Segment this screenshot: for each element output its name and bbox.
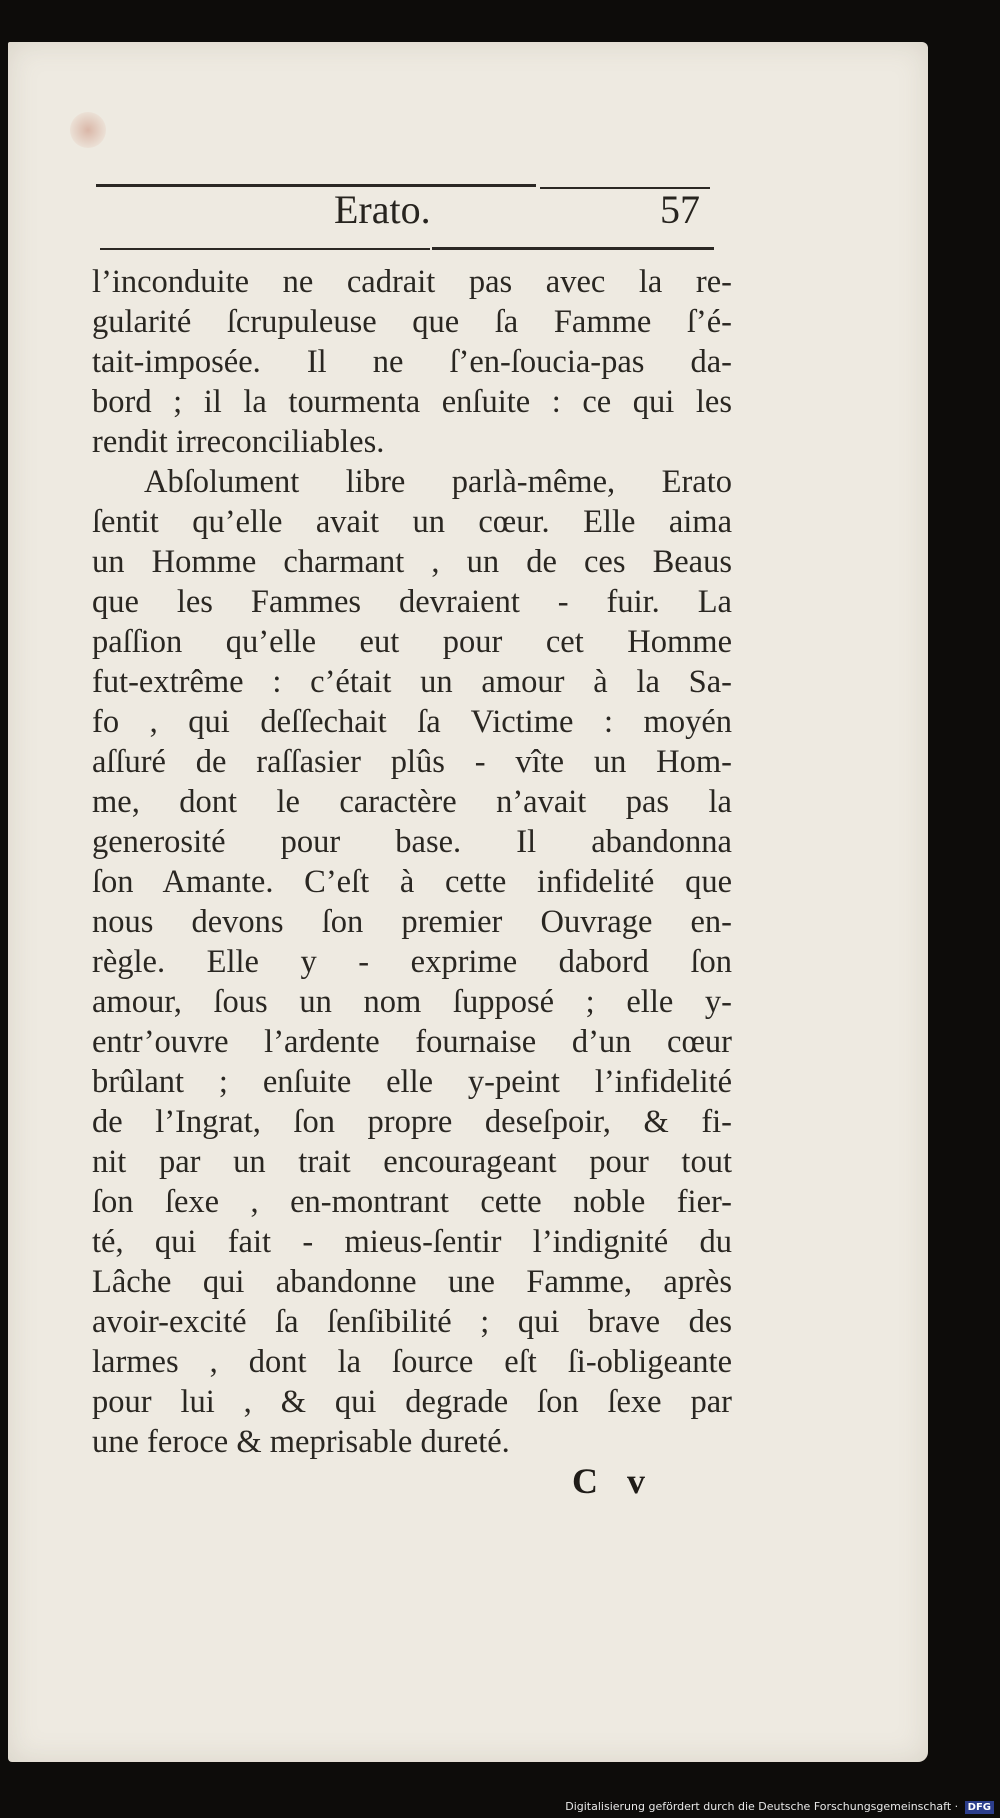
body-text [92, 262, 732, 1462]
text-line: gularité ſcrupuleuse que ſa Famme ſ’é- [92, 304, 732, 340]
page-title: Erato. [334, 187, 431, 232]
paragraph-1 [92, 262, 732, 462]
text-line: brûlant ; enſuite elle y-peint l’infidelité [92, 1064, 732, 1100]
digitization-credit [565, 1800, 994, 1814]
text-line: fut-extrême : c’était un amour à la Sa- [92, 664, 732, 700]
text-line: fo , qui deſſechait ſa Victime : moyén [92, 704, 732, 740]
page-number: 57 [660, 187, 700, 232]
text-line: tait-imposée. Il ne ſ’en-ſoucia-pas da- [92, 344, 732, 380]
text-line: une feroce & meprisable dureté. [92, 1424, 510, 1460]
header-rule-bottom-right [432, 247, 714, 250]
text-line: avoir-excité ſa ſenſibilité ; qui brave des [92, 1304, 732, 1340]
text-line: pour lui , & qui degrade ſon ſexe par [92, 1384, 732, 1420]
text-line: un Homme charmant , un de ces Beaus [92, 544, 732, 580]
text-line: aſſuré de raſſasier plûs - vîte un Hom- [92, 744, 732, 780]
text-line: larmes , dont la ſource eſt ſi-obligeante [92, 1344, 732, 1380]
text-line: ſon Amante. C’eſt à cette infidelité que [92, 864, 732, 900]
text-line: de l’Ingrat, ſon propre deseſpoir, & fi- [92, 1104, 732, 1140]
text-line: bord ; il la tourmenta enſuite : ce qui les [92, 384, 732, 420]
text-line: règle. Elle y - exprime dabord ſon [92, 944, 732, 980]
text-line: ſon ſexe , en-montrant cette noble fier- [92, 1184, 732, 1220]
paragraph-2 [92, 462, 732, 1462]
text-line: nit par un trait encourageant pour tout [92, 1144, 732, 1180]
signature-mark: C v [572, 1461, 655, 1501]
header-rule-bottom-left [100, 248, 430, 250]
text-line: té, qui fait - mieus-ſentir l’indignité du [92, 1224, 732, 1260]
text-line: l’inconduite ne cadrait pas avec la re- [92, 264, 732, 300]
text-line: paſſion qu’elle eut pour cet Homme [92, 624, 732, 660]
text-line: nous devons ſon premier Ouvrage en- [92, 904, 732, 940]
running-head [0, 186, 1000, 246]
text-line: rendit irreconciliables. [92, 424, 385, 460]
text-line: Abſolument libre parlà-même, Erato [144, 464, 732, 500]
text-line: entr’ouvre l’ardente fournaise d’un cœur [92, 1024, 732, 1060]
credit-text: Digitalisierung gefördert durch die Deutsche Forschungsgemeinschaft · [565, 1800, 959, 1813]
text-line: ſentit qu’elle avait un cœur. Elle aima [92, 504, 732, 540]
text-line: Lâche qui abandonne une Famme, après [92, 1264, 732, 1300]
paper-stain [70, 112, 106, 148]
dfg-logo-icon: DFG [965, 1801, 994, 1814]
text-line: generosité pour base. Il abandonna [92, 824, 732, 860]
text-line: amour, ſous un nom ſupposé ; elle y- [92, 984, 732, 1020]
text-line: que les Fammes devraient - fuir. La [92, 584, 732, 620]
text-line: me, dont le caractère n’avait pas la [92, 784, 732, 820]
